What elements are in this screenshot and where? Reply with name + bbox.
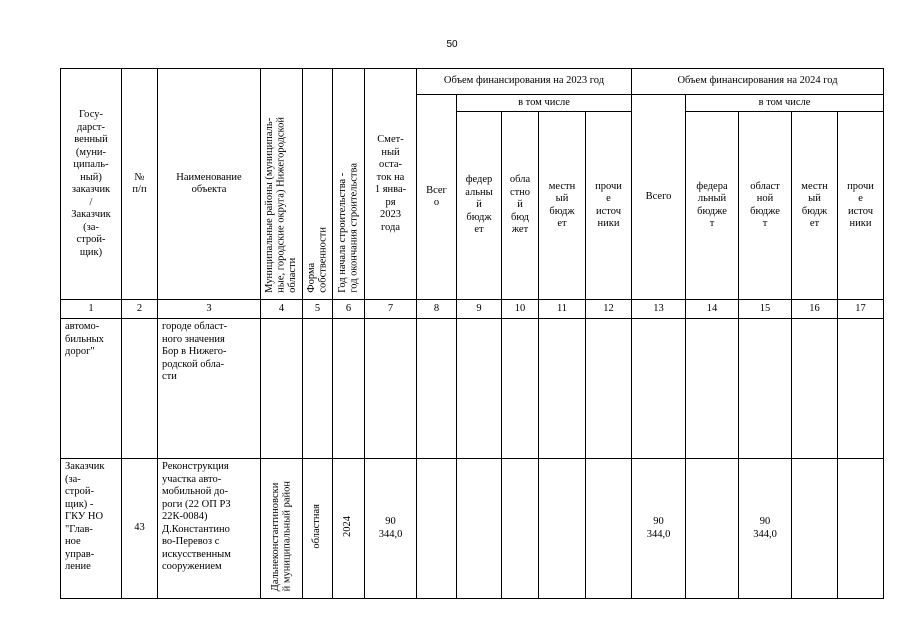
header-regional-2024: област ной бюдже т <box>739 112 792 300</box>
row-num: 43 <box>122 459 158 599</box>
header-fin-2023: Объем финансирования на 2023 год <box>417 69 632 95</box>
col-number: 17 <box>838 300 884 319</box>
row-customer: Заказчик (за- строй- щик) - ГКУ НО "Глав- ное управ- ление <box>61 459 122 599</box>
header-years: Год начала строительства - год окончания строительства <box>333 69 365 300</box>
col-number: 8 <box>417 300 457 319</box>
header-fin-2024: Объем финансирования на 2024 год <box>632 69 884 95</box>
row-ownership: областная <box>303 459 333 599</box>
header-local-2023: местн ый бюдж ет <box>539 112 586 300</box>
col-number: 12 <box>586 300 632 319</box>
row-years: 2024 <box>333 459 365 599</box>
table-row <box>61 319 884 459</box>
table-row <box>61 459 884 599</box>
page-number: 50 <box>446 39 458 50</box>
row-estimate: 90 344,0 <box>365 459 417 599</box>
col-number: 4 <box>261 300 303 319</box>
col-number: 3 <box>158 300 261 319</box>
row-regional-2024: 90 344,0 <box>739 459 792 599</box>
header-ownership: Форма собственности <box>303 69 333 300</box>
header-incl-2024: в том числе <box>686 95 884 112</box>
header-local-2024: местн ый бюдж ет <box>792 112 838 300</box>
row-num <box>122 319 158 459</box>
header-object-name: Наименование объекта <box>158 69 261 300</box>
header-districts: Муниципальные районы (муниципаль- ные, городские округа) Нижегородской области <box>261 69 303 300</box>
header-federal-2024: федера льный бюдже т <box>686 112 739 300</box>
row-object: Реконструкция участка авто- мобильной до- роги (22 ОП РЗ 22К-0084) Д.Константино во-Перевоз с искусственным сооружением <box>158 459 261 599</box>
header-total-2023: Всег о <box>417 95 457 300</box>
financing-table <box>60 68 884 599</box>
row-total-2023 <box>417 459 457 599</box>
col-number: 16 <box>792 300 838 319</box>
header-total-2024: Всего <box>632 95 686 300</box>
col-number: 11 <box>539 300 586 319</box>
col-number: 9 <box>457 300 502 319</box>
row-object: городе област- ного значения Бор в Нижего- родской обла- сти <box>158 319 261 459</box>
header-num: № п/п <box>122 69 158 300</box>
col-number: 14 <box>686 300 739 319</box>
col-number: 13 <box>632 300 686 319</box>
row-customer: автомо- бильных дорог" <box>61 319 122 459</box>
col-number: 10 <box>502 300 539 319</box>
header-other-2023: прочи е источ ники <box>586 112 632 300</box>
header-other-2024: прочи е источ ники <box>838 112 884 300</box>
header-estimate: Смет- ный оста- ток на 1 янва- ря 2023 года <box>365 69 417 300</box>
header-federal-2023: федер альны й бюдж ет <box>457 112 502 300</box>
col-number: 6 <box>333 300 365 319</box>
col-number: 7 <box>365 300 417 319</box>
col-number: 2 <box>122 300 158 319</box>
col-number: 1 <box>61 300 122 319</box>
header-incl-2023: в том числе <box>457 95 632 112</box>
col-number: 5 <box>303 300 333 319</box>
row-total-2024: 90 344,0 <box>632 459 686 599</box>
row-district: Дальнеконстантиновски й муниципальный район <box>261 459 303 599</box>
header-regional-2023: обла стно й бюд жет <box>502 112 539 300</box>
header-customer: Госу- дарст- венный (муни- ципаль- ный) заказчик / Заказчик (за- строй- щик) <box>61 69 122 300</box>
col-number: 15 <box>739 300 792 319</box>
